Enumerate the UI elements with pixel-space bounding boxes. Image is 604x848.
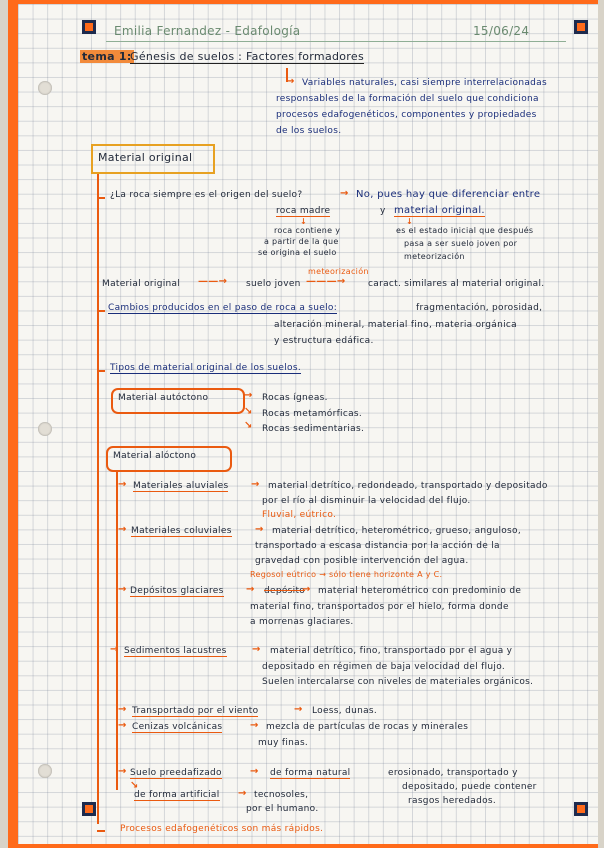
autoctono-item: Rocas sedimentarias. — [262, 424, 365, 434]
corner-marker-bottom-left — [82, 802, 96, 816]
roca-madre-note: roca contiene y — [274, 226, 341, 235]
autoctono-arrow: ↘ — [244, 420, 253, 431]
topic-label: tema 1: — [82, 50, 132, 63]
topic-title: Génesis de suelos : Factores formadores — [130, 50, 364, 63]
header-author: Emilia Fernandez - Edafología — [114, 24, 301, 38]
section-title-material-original: Material original — [98, 151, 193, 164]
flow-end: caract. similares al material original. — [368, 279, 545, 289]
aluviales-note: Fluvial, eútrico. — [262, 510, 337, 520]
flow-over-label: meteorización — [308, 267, 369, 276]
coluviales-text: material detrítico, heterométrico, grueso, anguloso, — [272, 526, 522, 536]
roca-madre-note: se origina el suelo — [258, 248, 337, 257]
types-title: Tipos de material original de los suelos. — [110, 363, 301, 373]
coluviales-text: transportado a escasa distancia por la acción de la — [255, 541, 500, 551]
aluviales-text: material detrítico, redondeado, transportado y depositado — [268, 481, 548, 491]
def-line: Variables naturales, casi siempre interrelacionadas — [302, 78, 547, 88]
corner-marker-top-left — [82, 20, 96, 34]
autoctono-title: Material autóctono — [118, 393, 209, 403]
item-arrow: → — [252, 644, 261, 655]
roca-madre-note: a partir de la que — [264, 237, 339, 246]
binder-hole — [38, 764, 52, 778]
glaciares-label: Depósitos glaciares — [130, 586, 224, 596]
and-text: y — [380, 206, 386, 216]
main-spine — [97, 174, 99, 824]
preedafizado-natural-text: depositado, puede contener — [402, 782, 537, 792]
branch-tick — [97, 370, 105, 372]
lacustres-text: Suelen intercalarse con niveles de materiales orgánicos. — [262, 677, 534, 687]
autoctono-arrow: ↘ — [244, 406, 253, 417]
item-arrow: → — [238, 788, 247, 799]
binder-hole — [38, 422, 52, 436]
item-arrow: → — [251, 479, 260, 490]
lacustres-text: depositado en régimen de baja velocidad del flujo. — [262, 662, 506, 672]
item-arrow: → — [294, 704, 303, 715]
item-arrow: → — [255, 524, 264, 535]
flow-arrow: ———→ — [306, 276, 346, 287]
changes-text: y estructura edáfica. — [274, 336, 374, 346]
branch-tick — [97, 197, 105, 199]
question-arrow: → — [340, 188, 349, 199]
down-arrow: ↓ — [406, 217, 414, 226]
cenizas-label: Cenizas volcánicas — [132, 722, 223, 732]
question-text: ¿La roca siempre es el origen del suelo? — [110, 190, 303, 200]
viento-label: Transportado por el viento — [132, 706, 259, 716]
item-arrow: → — [118, 524, 127, 535]
coluviales-text: gravedad con posible intervención del agua. — [255, 556, 469, 566]
aloctono-title: Material alóctono — [113, 451, 197, 461]
lacustres-label: Sedimentos lacustres — [124, 646, 227, 656]
flow-mid: suelo joven — [246, 279, 301, 289]
binder-hole — [38, 81, 52, 95]
corner-marker-top-right — [574, 20, 588, 34]
roca-madre: roca madre — [276, 206, 331, 216]
item-arrow: → — [302, 584, 311, 595]
autoctono-item: Rocas metamórficas. — [262, 409, 363, 419]
glaciares-struck: depósito — [264, 586, 306, 596]
flow-start: Material original — [102, 279, 181, 289]
branch-tick — [97, 830, 105, 832]
aluviales-text: por el río al disminuir la velocidad del flujo. — [262, 496, 471, 506]
item-arrow: → — [118, 479, 127, 490]
preedafizado-artificial: de forma artificial — [134, 790, 220, 800]
coluviales-note: Regosol eútrico → sólo tiene horizonte A y C. — [250, 570, 443, 579]
preedafizado-natural: de forma natural — [270, 768, 351, 778]
lacustres-text: material detrítico, fino, transportado por el agua y — [270, 646, 513, 656]
material-original-note: pasa a ser suelo joven por — [404, 239, 518, 248]
branch-tick — [97, 310, 105, 312]
coluviales-label: Materiales coluviales — [131, 526, 232, 536]
preedafizado-artificial-text: por el humano. — [246, 804, 319, 814]
material-original-note: meteorización — [404, 252, 465, 261]
item-arrow: → — [250, 720, 259, 731]
material-original-term: material original. — [394, 205, 485, 216]
header-date: 15/06/24 — [473, 24, 530, 38]
item-arrow: → — [118, 704, 127, 715]
glaciares-text: material fino, transportados por el hielo, forma donde — [250, 602, 509, 612]
glaciares-text: a morrenas glaciares. — [250, 617, 354, 627]
preedafizado-natural-text: rasgos heredados. — [408, 796, 497, 806]
cenizas-text: muy finas. — [258, 738, 309, 748]
autoctono-item: Rocas ígneas. — [262, 393, 328, 403]
autoctono-arrow: → — [244, 390, 253, 401]
item-arrow: → — [110, 644, 119, 655]
footer-note: Procesos edafogenéticos son más rápidos. — [120, 824, 324, 834]
question-answer: No, pues hay que diferenciar entre — [356, 189, 541, 200]
down-arrow: ↓ — [300, 217, 308, 226]
item-arrow: → — [118, 584, 127, 595]
down-right-arrow: ↘ — [130, 780, 139, 791]
item-arrow: → — [246, 584, 255, 595]
changes-label: Cambios producidos en el paso de roca a suelo: — [108, 303, 338, 313]
item-arrow: → — [118, 766, 127, 777]
changes-text: alteración mineral, material fino, materia orgánica — [274, 320, 517, 330]
glaciares-text: material heterométrico con predominio de — [318, 586, 522, 596]
header-rule — [106, 41, 566, 42]
item-arrow: → — [118, 720, 127, 731]
cenizas-text: mezcla de partículas de rocas y minerales — [266, 722, 469, 732]
aloctono-spine — [116, 470, 118, 790]
preedafizado-label: Suelo preedafizado — [130, 768, 222, 778]
def-arrow: → — [286, 76, 295, 87]
def-line: procesos edafogenéticos, componentes y propiedades — [276, 110, 537, 120]
item-arrow: → — [250, 766, 259, 777]
preedafizado-artificial-text: tecnosoles, — [254, 790, 309, 800]
material-original-note: es el estado inicial que después — [396, 226, 534, 235]
def-line: responsables de la formación del suelo que condiciona — [276, 94, 539, 104]
def-line: de los suelos. — [276, 126, 342, 136]
corner-marker-bottom-right — [574, 802, 588, 816]
flow-arrow: ——→ — [198, 276, 228, 287]
grid-paper — [8, 0, 598, 848]
viento-text: Loess, dunas. — [312, 706, 378, 716]
aluviales-label: Materiales aluviales — [133, 481, 229, 491]
preedafizado-natural-text: erosionado, transportado y — [388, 768, 518, 778]
changes-text: fragmentación, porosidad, — [416, 303, 543, 313]
